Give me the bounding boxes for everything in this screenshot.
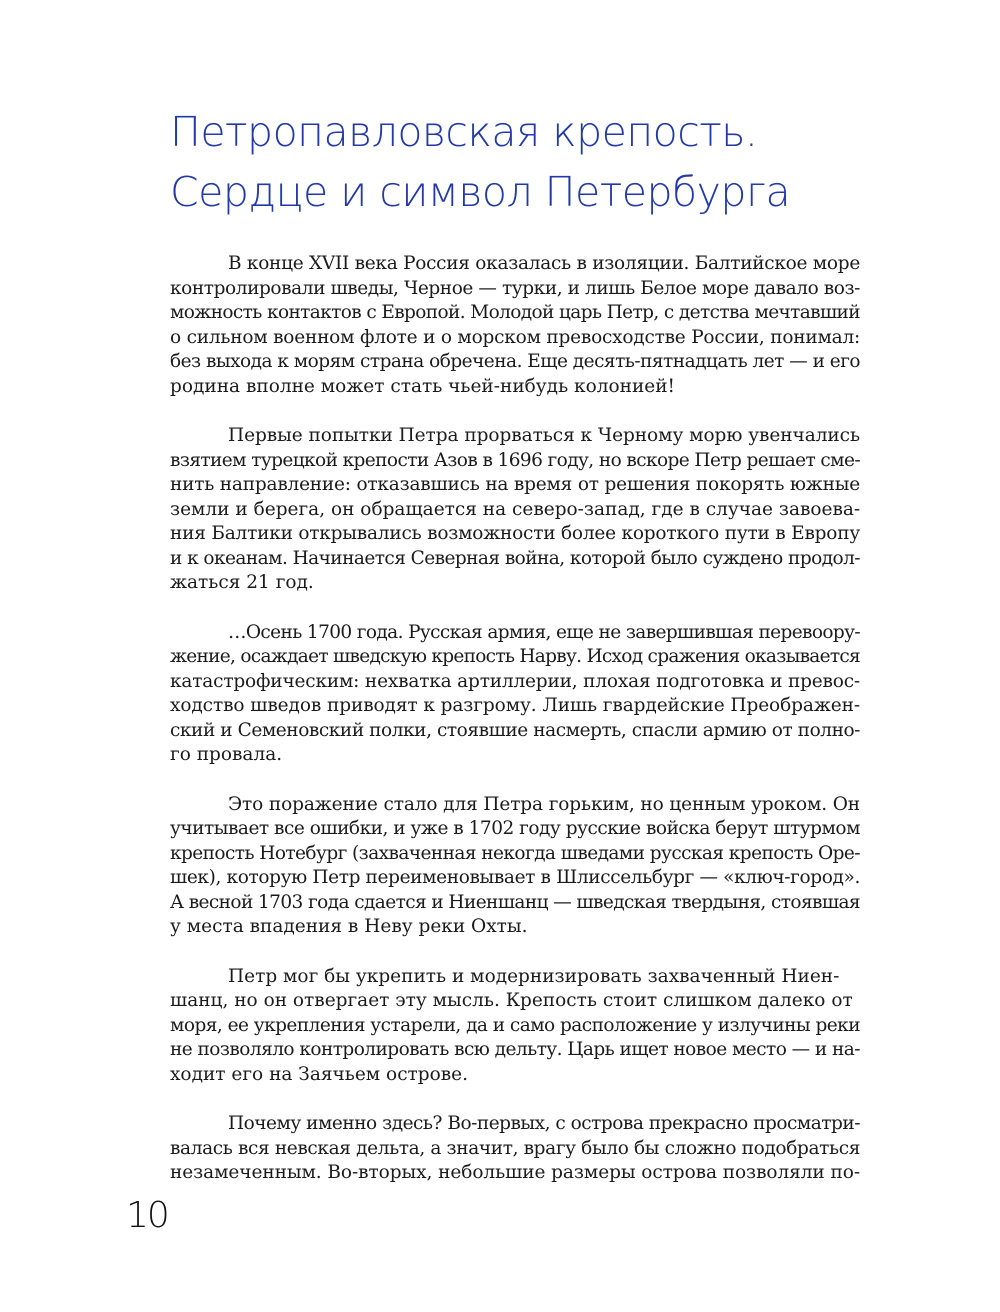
chapter-title-line: Петропавловская крепость. <box>170 108 758 156</box>
text-line: шек), которую Петр переименовывает в Шлиссельбург — «ключ-город». <box>170 867 860 888</box>
text-line: катастрофическим: нехватка артиллерии, плохая подготовка и превос- <box>170 670 860 692</box>
text-line: ния Балтики открывались возможности более короткого пути в Европу <box>170 523 860 544</box>
text-line: и к океанам. Начинается Северная война, которой было суждено продол- <box>170 547 860 569</box>
text-line: не позволяло контролировать всю дельту. Царь ищет новое место — и на- <box>170 1039 860 1060</box>
text-line: о сильном военном флоте и о морском превосходстве России, понимал: <box>170 326 860 348</box>
text-line: Первые попытки Петра прорваться к Черному морю увенчались <box>228 425 860 446</box>
paragraph-1 <box>170 252 860 399</box>
chapter-title-line: Сердце и символ Петербурга <box>170 168 791 216</box>
chapter-title <box>170 102 930 222</box>
text-line: жение, осаждает шведскую крепость Нарву. Исход сражения оказывается <box>170 646 860 667</box>
text-line: взятием турецкой крепости Азов в 1696 году, но вскоре Петр решает сме- <box>170 449 860 471</box>
text-line: контролировали шведы, Черное — турки, и лишь Белое море давало воз- <box>170 277 860 299</box>
paragraph-6 <box>170 1112 860 1186</box>
text-line: Это поражение стало для Петра горьким, но ценным уроком. Он <box>228 793 860 815</box>
text-line: учитывает все ошибки, и уже в 1702 году русские войска берут штурмом <box>170 818 860 839</box>
text-line: го провала. <box>170 744 283 765</box>
text-line: Почему именно здесь? Во-первых, с острова прекрасно просматри- <box>228 1113 860 1134</box>
text-line: земли и берега, он обращается на северо-запад, где в случае завоева- <box>170 498 861 520</box>
text-line: крепость Нотебург (захваченная некогда шведами русская крепость Оре- <box>170 842 860 864</box>
text-line: жаться 21 год. <box>170 572 314 593</box>
text-line: ходство шведов приводят к разгрому. Лишь гвардейские Преображен- <box>170 695 860 716</box>
paragraph-4 <box>170 793 860 940</box>
text-line: незамеченным. Во-вторых, небольшие размеры острова позволяли по- <box>170 1162 860 1183</box>
text-line: А весной 1703 года сдается и Ниеншанц — шведская твердыня, стоявшая <box>170 891 860 913</box>
text-line: можность контактов с Европой. Молодой царь Петр, с детства мечтавший <box>170 302 860 323</box>
text-line: моря, ее укрепления устарели, да и само расположение у излучины реки <box>170 1014 860 1036</box>
paragraph-5 <box>170 965 860 1088</box>
text-line: Петр мог бы укрепить и модернизировать захваченный Ниен- <box>228 965 840 987</box>
paragraph-3 <box>170 621 860 768</box>
text-line: валась вся невская дельта, а значит, врагу было бы сложно подобраться <box>170 1137 860 1159</box>
text-line: В конце XVII века Россия оказалась в изоляции. Балтийское море <box>228 253 860 274</box>
text-line: у места впадения в Неву реки Охты. <box>170 916 528 937</box>
body-text <box>170 252 860 1211</box>
text-line: шанц, но он отвергает эту мысль. Крепость стоит слишком далеко от <box>170 990 853 1011</box>
text-line: нить направление: отказавшись на время от решения покорять южные <box>170 474 860 495</box>
text-line: ский и Семеновский полки, стоявшие насмерть, спасли армию от полно- <box>170 719 860 741</box>
paragraph-2 <box>170 424 860 596</box>
text-line: …Осень 1700 года. Русская армия, еще не завершившая перевоору- <box>228 621 860 643</box>
text-line: ходит его на Заячьем острове. <box>170 1063 469 1085</box>
page-number: 10 <box>126 1195 168 1236</box>
text-line: родина вполне может стать чьей-нибудь колонией! <box>170 375 675 397</box>
text-line: без выхода к морям страна обречена. Еще десять-пятнадцать лет — и его <box>170 351 860 372</box>
